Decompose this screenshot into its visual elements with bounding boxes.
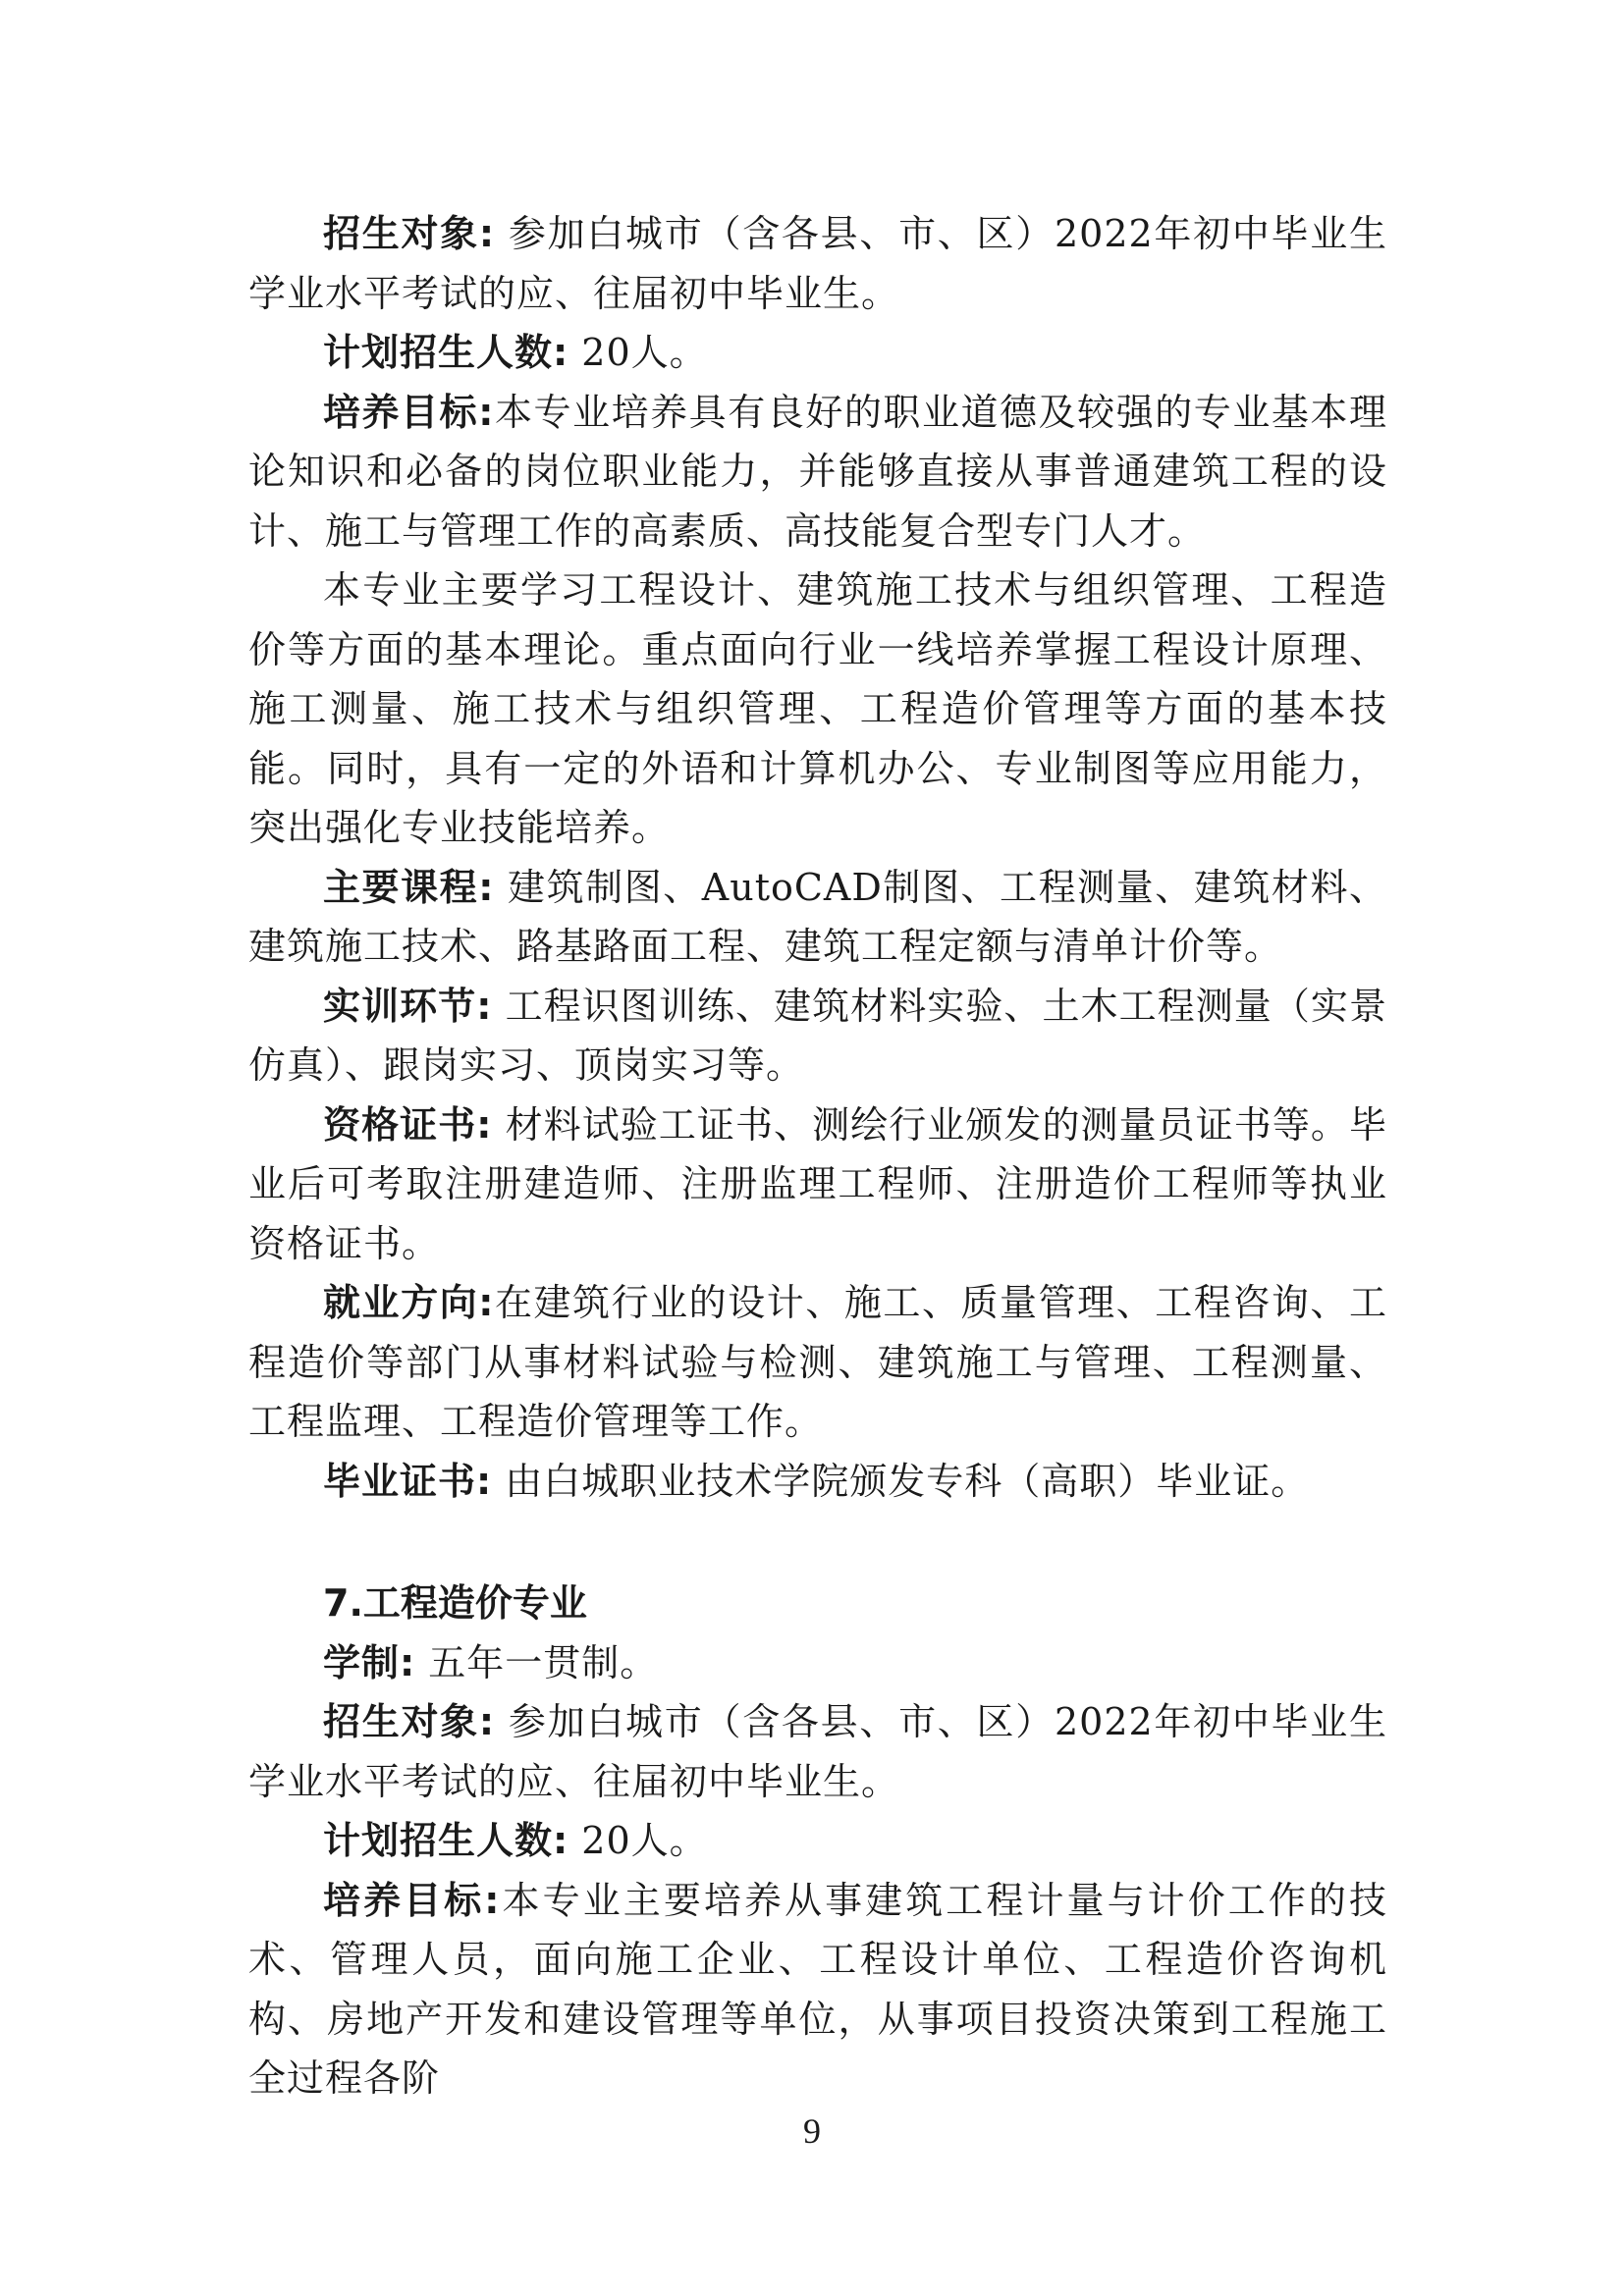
label-certificates: 资格证书: <box>323 1102 493 1147</box>
paragraph-study <box>248 561 1387 858</box>
text-courses: 建筑制图、AutoCAD制图、工程测量、建筑材料、建筑施工技术、路基路面工程、建筑工程定额与清单计价等。 <box>248 865 1387 968</box>
page-number: 9 <box>803 2111 821 2151</box>
section-gap <box>248 1511 1387 1574</box>
text-plan: 20人。 <box>581 331 708 374</box>
text-employment: 在建筑行业的设计、施工、质量管理、工程咨询、工程造价等部门从事材料试验与检测、建筑施工与管理、工程测量、工程监理、工程造价管理等工作。 <box>248 1281 1387 1443</box>
text-plan-2: 20人。 <box>581 1819 708 1862</box>
text-target-2: 参加白城市（含各县、市、区）2022年初中毕业生学业水平考试的应、往届初中毕业生。 <box>248 1700 1387 1803</box>
text-goal: 本专业培养具有良好的职业道德及较强的专业基本理论知识和必备的岗位职业能力，并能够直接从事普通建筑工程的设计、施工与管理工作的高素质、高技能复合型专门人才。 <box>248 390 1387 553</box>
paragraph-training <box>248 977 1387 1095</box>
label-plan-2: 计划招生人数: <box>323 1819 569 1862</box>
label-diploma: 毕业证书: <box>323 1459 493 1503</box>
paragraph-courses <box>248 858 1387 977</box>
text-certificates: 材料试验工证书、测绘行业颁发的测量员证书等。毕业后可考取注册建造师、注册监理工程师、注册造价工程师等执业资格证书。 <box>248 1102 1387 1265</box>
paragraph-system <box>248 1633 1387 1693</box>
label-training: 实训环节: <box>323 984 493 1028</box>
paragraph-certificates <box>248 1095 1387 1274</box>
document-body <box>248 204 1387 2109</box>
paragraph-goal-2 <box>248 1871 1387 2109</box>
label-courses: 主要课程: <box>323 865 495 909</box>
label-plan: 计划招生人数: <box>323 331 569 374</box>
paragraph-goal <box>248 383 1387 561</box>
text-system: 五年一贯制。 <box>428 1640 659 1684</box>
label-target: 招生对象: <box>323 212 496 255</box>
paragraph-plan <box>248 323 1387 383</box>
text-goal-2: 本专业主要培养从事建筑工程计量与计价工作的技术、管理人员，面向施工企业、工程设计单位、工程造价咨询机构、房地产开发和建设管理等单位，从事项目投资决策到工程施工全过程各阶 <box>248 1878 1387 2100</box>
text-target: 参加白城市（含各县、市、区）2022年初中毕业生学业水平考试的应、往届初中毕业生。 <box>248 212 1387 315</box>
text-diploma: 由白城职业技术学院颁发专科（高职）毕业证。 <box>505 1459 1310 1503</box>
text-training: 工程识图训练、建筑材料实验、土木工程测量（实景仿真）、跟岗实习、顶岗实习等。 <box>248 984 1387 1087</box>
section-heading: 7.工程造价专业 <box>323 1581 587 1625</box>
paragraph-employment <box>248 1273 1387 1452</box>
paragraph-diploma <box>248 1452 1387 1512</box>
paragraph-plan-2 <box>248 1811 1387 1871</box>
label-goal: 培养目标: <box>323 390 495 434</box>
paragraph-target-2 <box>248 1692 1387 1811</box>
label-employment: 就业方向: <box>323 1281 495 1324</box>
text-study: 本专业主要学习工程设计、建筑施工技术与组织管理、工程造价等方面的基本理论。重点面向行业一线培养掌握工程设计原理、施工测量、施工技术与组织管理、工程造价管理等方面的基本技能。同时，具有一定的外语和计算机办公、专业制图等应用能力，突出强化专业技能培养。 <box>248 568 1387 849</box>
paragraph-target <box>248 204 1387 323</box>
label-target-2: 招生对象: <box>323 1700 496 1743</box>
label-goal-2: 培养目标: <box>323 1878 501 1922</box>
label-system: 学制: <box>323 1640 416 1684</box>
